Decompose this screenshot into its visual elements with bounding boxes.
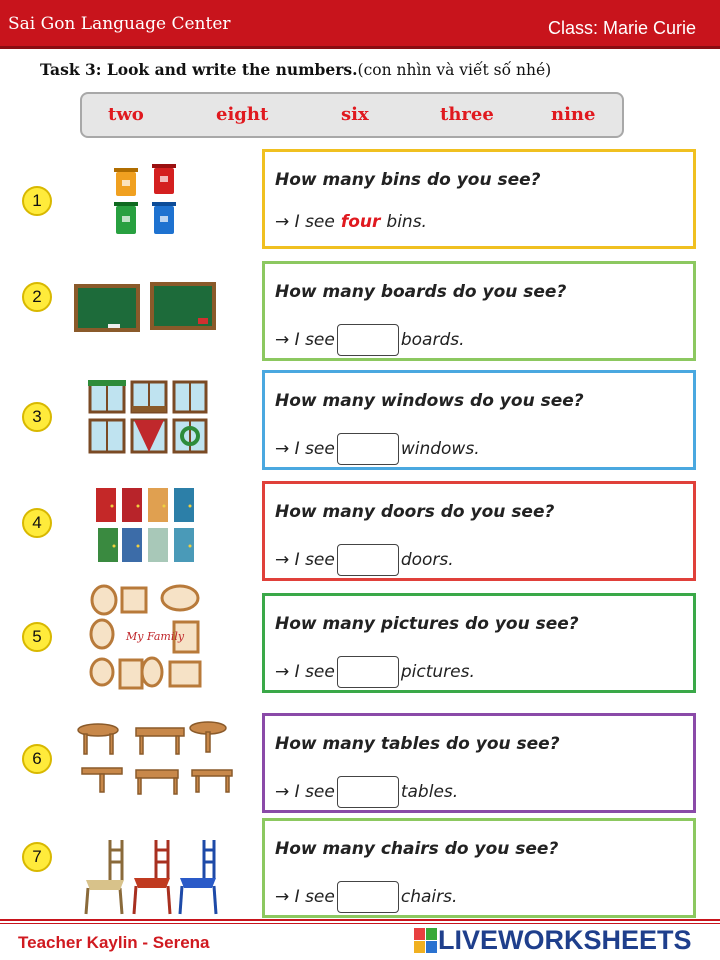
question-text: How many tables do you see? [275, 734, 560, 754]
question-box-4 [262, 481, 696, 581]
question-box-6 [262, 713, 696, 813]
answer-suffix: tables. [400, 782, 459, 802]
answer-input[interactable] [337, 544, 399, 576]
teacher-names: Teacher Kaylin - Serena [18, 933, 210, 952]
answer-input[interactable] [337, 656, 399, 688]
item-number-badge: 3 [22, 402, 52, 432]
question-text: How many pictures do you see? [275, 614, 579, 634]
answer-input[interactable] [337, 881, 399, 913]
answer-prefix: → I see [275, 212, 335, 232]
question-text: How many bins do you see? [275, 170, 541, 190]
answer-input[interactable] [337, 433, 399, 465]
answer-prefix: → I see [275, 330, 335, 350]
item-number-badge: 6 [22, 744, 52, 774]
bins-image [108, 160, 184, 242]
question-box-2 [262, 261, 696, 361]
answer-prefix: → I see [275, 550, 335, 570]
answer-line [275, 656, 475, 688]
question-text: How many boards do you see? [275, 282, 567, 302]
answer-input[interactable] [337, 776, 399, 808]
question-text: How many chairs do you see? [275, 839, 559, 859]
footer-divider-thin [0, 923, 720, 924]
task-title: Task 3: Look and write the numbers. [40, 60, 358, 79]
question-text: How many doors do you see? [275, 502, 555, 522]
task-hint: (con nhìn và viết số nhé) [357, 61, 552, 79]
answer-input[interactable] [337, 324, 399, 356]
answer-suffix: chairs. [400, 887, 458, 907]
answer-prefix: → I see [275, 782, 335, 802]
brand-name: LIVEWORKSHEETS [438, 925, 692, 955]
question-box-7 [262, 818, 696, 918]
answer-suffix: bins. [386, 212, 427, 232]
answer-line [275, 212, 427, 232]
picture-caption: My Family [126, 630, 185, 643]
item-number-badge: 1 [22, 186, 52, 216]
answer-line [275, 544, 454, 576]
chairs-image [80, 836, 220, 918]
footer-divider [0, 919, 720, 921]
doors-image [94, 486, 198, 566]
answer-prefix: → I see [275, 887, 335, 907]
answer-prefix: → I see [275, 662, 335, 682]
item-number-badge: 4 [22, 508, 52, 538]
word-bank-item: nine [551, 104, 596, 125]
answer-suffix: windows. [400, 439, 480, 459]
answer-prefix: → I see [275, 439, 335, 459]
item-number-badge: 5 [22, 622, 52, 652]
answer-line [275, 433, 480, 465]
answer-suffix: doors. [400, 550, 454, 570]
word-bank-item: six [341, 104, 369, 125]
boards-image [72, 280, 220, 338]
answer-line [275, 324, 465, 356]
question-box-1 [262, 149, 696, 249]
liveworksheets-logo [414, 925, 692, 956]
center-name: Sai Gon Language Center [8, 14, 231, 34]
task-instruction [40, 60, 551, 79]
answer-line [275, 776, 458, 808]
answer-suffix: boards. [400, 330, 465, 350]
word-bank-item: two [108, 104, 144, 125]
header-divider [0, 46, 720, 49]
item-number-badge: 2 [22, 282, 52, 312]
word-bank [80, 92, 624, 138]
question-text: How many windows do you see? [275, 391, 584, 411]
answer-suffix: pictures. [400, 662, 475, 682]
given-answer: four [340, 212, 381, 232]
liveworksheets-icon [414, 926, 438, 956]
windows-image [86, 378, 210, 456]
word-bank-item: eight [216, 104, 269, 125]
item-number-badge: 7 [22, 842, 52, 872]
class-name: Class: Marie Curie [547, 18, 696, 38]
tables-image [76, 720, 236, 796]
word-bank-item: three [440, 104, 494, 125]
answer-line [275, 881, 457, 913]
question-box-3 [262, 370, 696, 470]
pictures-image [88, 584, 204, 690]
question-box-5 [262, 593, 696, 693]
